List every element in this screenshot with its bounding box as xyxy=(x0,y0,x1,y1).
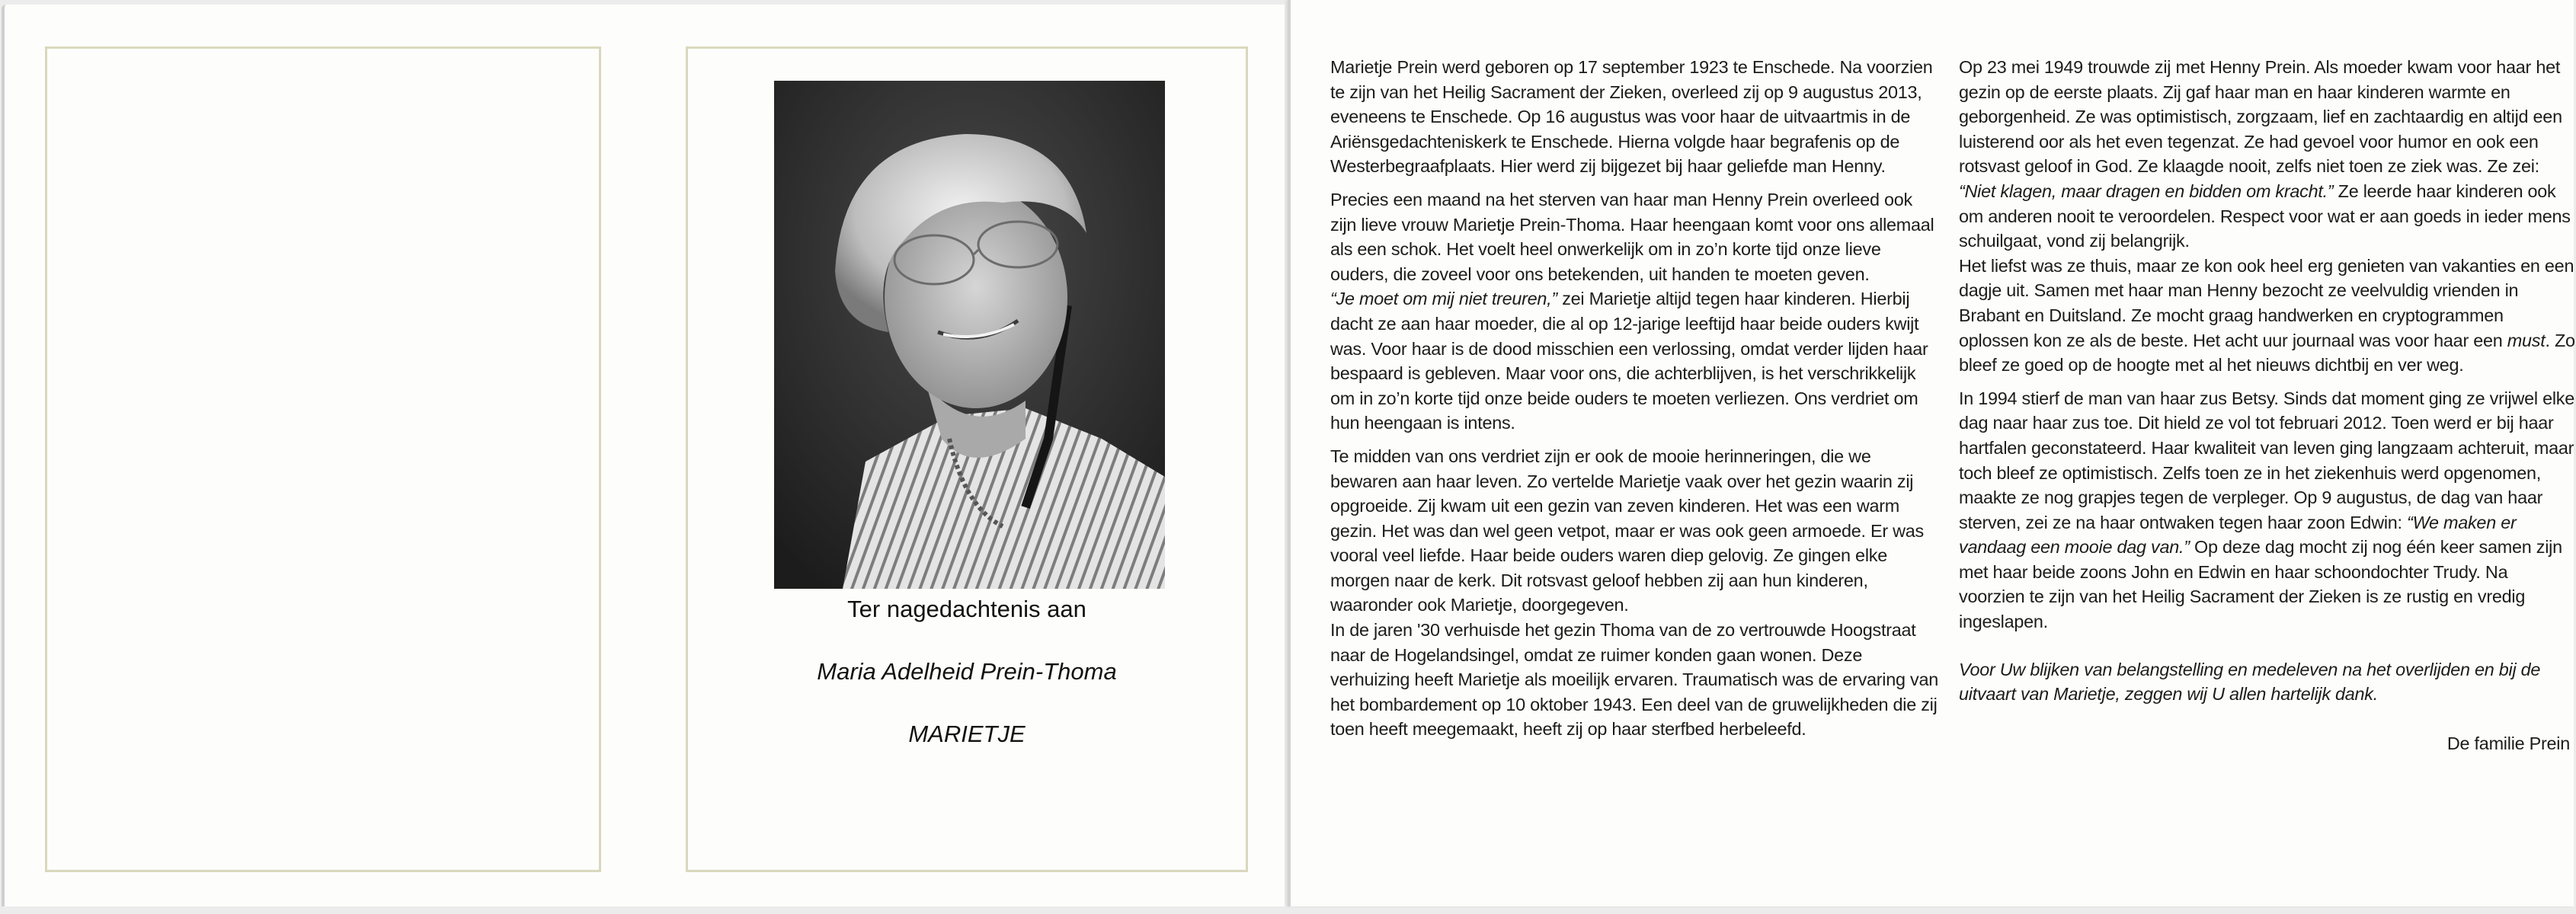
card-sheet-right xyxy=(1288,0,2574,906)
bio-paragraph-quote xyxy=(1330,286,1940,436)
quote-text: “Je moet om mij niet treuren,” xyxy=(1330,289,1557,309)
family-signature: De familie Prein xyxy=(2446,733,2570,753)
card-front-panel xyxy=(686,46,1248,872)
bio-paragraph-birth-death: Marietje Prein werd geboren op 17 september 1923 te Enschede. Na voorzien te zijn van het Heilig Sacrament der Zieken, overleed zij op 9 augustus 2013, eveneens te Enschede. Op 16 augustus was voor haar de uitvaartmis in de Ariënsgedachteniskerk te Enschede. Hierna volgde haar begrafenis op de Westerbegraafplaats. Hier werd zij bijgezet bij haar geliefde man Henny. xyxy=(1330,57,1933,177)
bio-paragraph-final-years xyxy=(1959,386,2576,634)
portrait-photo xyxy=(774,81,1165,589)
thanks-message xyxy=(1959,657,2576,707)
bio-paragraph-memories: Te midden van ons verdriet zijn er ook de mooie herinneringen, die we bewaren aan haar leven. Zo vertelde Marietje vaak over het gezin waarin zij opgroeide. Zij kwam uit een gezin van zeven kinderen. Het was een warm gezin. Het was dan wel geen vetpot, maar er was ook geen armoede. Er was vooral veel liefde. Haar beide ouders waren diep gelovig. Ze gingen elke morgen naar de kerk. Dit rotsvast geloof hebben zij aan hun kinderen, waaronder ook Marietje, doorgegeven. xyxy=(1330,446,1925,615)
deceased-nickname: MARIETJE xyxy=(908,721,1026,747)
emphasis-text: must xyxy=(2507,330,2546,350)
bio-text: Op deze dag mocht zij nog één keer samen zijn met haar beide zoons John en Edwin en haar schoondochter Trudy. Na voorzien te zijn van het Heilig Sacrament der Zieken is ze rustig en vredig ingeslapen. xyxy=(1959,537,2562,632)
quote-text: “Niet klagen, maar dragen en bidden om kracht.” xyxy=(1959,181,2334,201)
front-intro-text: Ter nagedachtenis aan xyxy=(847,596,1086,622)
deceased-full-name: Maria Adelheid Prein-Thoma xyxy=(817,658,1117,685)
biography-column-right xyxy=(1959,55,2576,764)
bio-text: . Zo bleef ze goed op de hoogte met al het nieuws dichtbij en ver weg. xyxy=(1959,330,2575,376)
bio-text: In 1994 stierf de man van haar zus Betsy. Sinds dat moment ging ze vrijwel elke dag naar haar zus toe. Dit hield ze vol tot februari 2012. Toen werd er bij haar hartfalen geconstateerd. Haar kwaliteit van leven ging langzaam achteruit, maar toch bleef ze optimistisch. Zelfs toen ze in het ziekenhuis werd opgenomen, maakte ze nog grapjes tegen de verpleger. Op 9 augustus, de dag van haar sterven, zei ze na haar ontwaken tegen haar zoon Edwin: xyxy=(1959,388,2575,532)
bio-paragraph-marriage xyxy=(1959,55,2576,254)
card-sheet-left xyxy=(2,5,1285,906)
bio-paragraph-hobbies xyxy=(1959,254,2576,378)
bio-text: Ze leerde haar kinderen ook om anderen nooit te veroordelen. Respect voor wat er aan goeds in ieder mens schuilgaat, vond zij belangrijk. xyxy=(1959,181,2571,251)
portrait-photo-illustration xyxy=(774,81,1165,589)
quote-text: “We maken er vandaag een mooie dag van.” xyxy=(1959,512,2517,558)
bio-text: Op 23 mei 1949 trouwde zij met Henny Prein. Als moeder kwam voor haar het gezin op de eerste plaats. Zij gaf haar man en haar kinderen warmte en geborgenheid. Ze was optimistisch, zorgzaam, lief en zachtaardig en altijd een luisterend oor als het even tegenzat. Ze had gevoel voor humor en ook een rotsvast geloof in God. Ze klaagde nooit, zelfs niet toen ze ziek was. Ze zei: xyxy=(1959,57,2562,177)
biography-column-left xyxy=(1330,55,1940,750)
bio-paragraph-loss: Precies een maand na het sterven van haar man Henny Prein overleed ook zijn lieve vrouw Marietje Prein-Thoma. Haar heengaan komt voor ons allemaal als een schok. Het voelt heel onwerkelijk om in zo’n korte tijd onze lieve ouders, die zoveel voor ons betekenden, uit handen te moeten geven. xyxy=(1330,189,1934,284)
bio-text: Het liefst was ze thuis, maar ze kon ook heel erg genieten van vakanties en een dagje uit. Samen met haar man Henny bezocht ze veelvuldig vrienden in Brabant en Duitsland. Ze mocht graag handwerken en cryptogrammen oplossen kon ze als de beste. Het acht uur journaal was voor haar een xyxy=(1959,255,2574,350)
thanks-text: Voor Uw blijken van belangstelling en medeleven na het overlijden en bij de uitvaart van Marietje, zeggen wij U allen hartelijk dank. xyxy=(1959,659,2541,705)
bio-text: zei Marietje altijd tegen haar kinderen. Hierbij dacht ze aan haar moeder, die al op 12-jarige leeftijd haar beide ouders kwijt was. Voor haar is de dood misschien een verlossing, omdat verder lijden haar bespaard is gebleven. Maar voor ons, die achterblijven, is het verschrikkelijk om in zo’n korte tijd onze beide ouders te moeten verliezen. Ons verdriet om hun heengaan is intens. xyxy=(1330,289,1928,433)
bio-paragraph-history: In de jaren '30 verhuisde het gezin Thoma van de zo vertrouwde Hoogstraat naar de Hogelandsingel, omdat ze ruimer konden gaan wonen. Deze verhuizing heeft Marietje als moeilijk ervaren. Traumatisch was de ervaring van het bombardement op 10 oktober 1943. Een deel van de gruwelijkheden die zij toen heeft meegemaakt, heeft zij op haar sterfbed herbeleefd. xyxy=(1330,620,1938,740)
blank-framed-panel xyxy=(45,46,601,872)
